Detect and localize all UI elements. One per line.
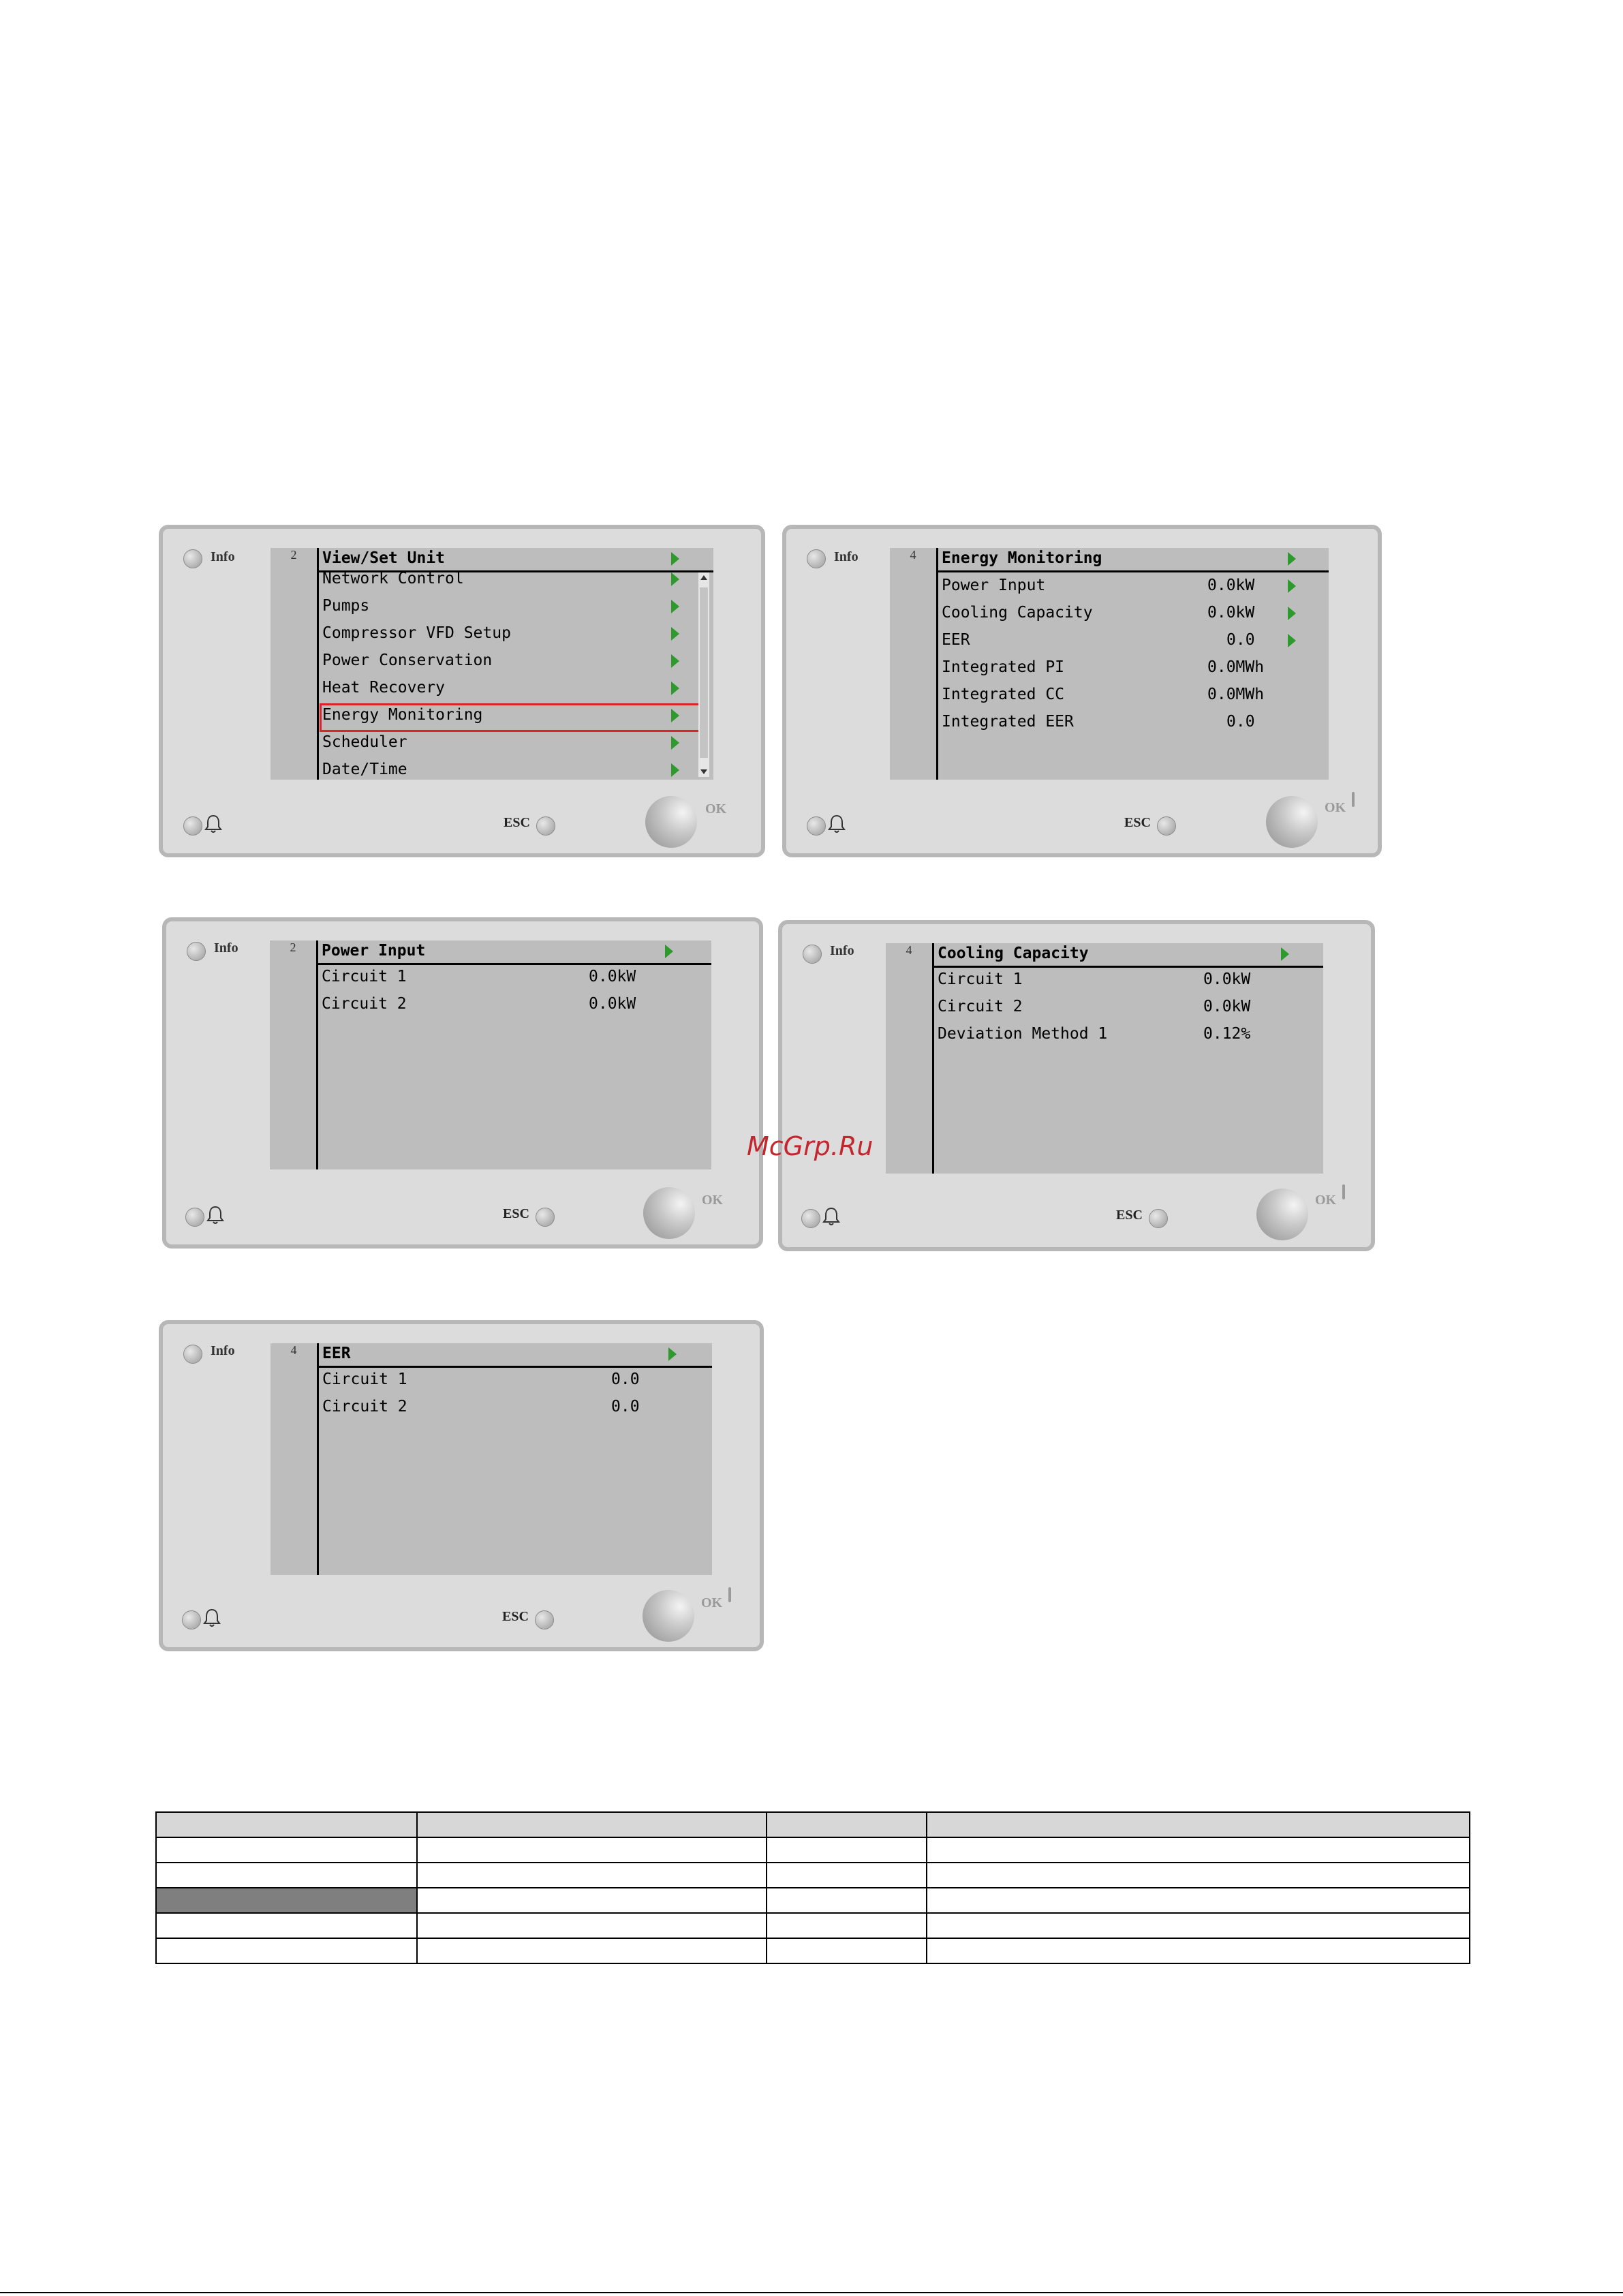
arrow-icon	[671, 763, 679, 777]
esc-button[interactable]	[536, 816, 555, 836]
info-led[interactable]	[187, 942, 206, 961]
title-arrow-icon	[671, 552, 679, 566]
table-cell	[417, 1863, 767, 1888]
table-cell	[767, 1863, 927, 1888]
bell-icon[interactable]	[827, 814, 846, 834]
table-cell	[927, 1837, 1470, 1863]
table-cell	[767, 1888, 927, 1913]
table-row	[156, 1837, 1470, 1863]
ok-label: OK	[1325, 800, 1346, 815]
esc-label: ESC	[503, 1206, 529, 1221]
table-cell	[417, 1938, 767, 1963]
ok-knob[interactable]	[1256, 1189, 1308, 1240]
display-screen	[886, 943, 1323, 1174]
row-value: 0.0kW	[1207, 577, 1255, 594]
row-label: Circuit 2	[938, 998, 1023, 1015]
row-label: Integrated EER	[942, 713, 1074, 731]
arrow-icon	[1288, 607, 1296, 620]
screen-title: View/Set Unit	[322, 549, 446, 567]
display-screen	[270, 548, 713, 780]
controller-panel-power-input	[162, 917, 763, 1249]
row-label: Deviation Method 1	[938, 1025, 1108, 1043]
controller-panel-eer	[159, 1320, 764, 1651]
row-value: 0.0kW	[1203, 970, 1251, 988]
esc-label: ESC	[1116, 1208, 1143, 1223]
table-cell	[767, 1913, 927, 1938]
arrow-icon	[671, 736, 679, 750]
menu-item-energy-monitoring[interactable]: Energy Monitoring	[322, 706, 483, 724]
row-value: 0.0kW	[589, 968, 636, 985]
scroll-up-icon[interactable]	[700, 575, 707, 580]
row-value: 0.0MWh	[1207, 658, 1265, 676]
row-value: 0.0kW	[589, 995, 636, 1013]
bell-icon[interactable]	[822, 1206, 841, 1227]
row-value: 0.0kW	[1203, 998, 1251, 1015]
ok-knob[interactable]	[1266, 796, 1318, 848]
scrollbar-thumb[interactable]	[700, 587, 708, 758]
info-label: Info	[211, 549, 235, 564]
scroll-down-icon[interactable]	[700, 769, 707, 774]
table-cell	[927, 1913, 1470, 1938]
menu-item-compressor-vfd-setup[interactable]: Compressor VFD Setup	[322, 624, 511, 642]
ok-label: OK	[705, 801, 727, 816]
table-header-row	[156, 1812, 1470, 1837]
controller-panel-cooling-capacity	[778, 920, 1375, 1251]
info-led[interactable]	[183, 1345, 202, 1364]
menu-item-power-conservation[interactable]: Power Conservation	[322, 652, 493, 669]
row-value: 0.0MWh	[1207, 686, 1265, 703]
row-label: Circuit 2	[322, 1398, 407, 1415]
esc-button[interactable]	[536, 1208, 555, 1227]
menu-item-scheduler[interactable]: Scheduler	[322, 733, 407, 751]
table-row	[156, 1913, 1470, 1938]
row-label: Circuit 1	[938, 970, 1023, 988]
bell-icon[interactable]	[204, 814, 223, 834]
menu-item-pumps[interactable]: Pumps	[322, 597, 370, 615]
screen-title: EER	[322, 1345, 351, 1362]
row-label: Circuit 1	[322, 1371, 407, 1388]
arrow-icon	[671, 709, 679, 722]
info-led[interactable]	[183, 549, 202, 568]
table-cell	[927, 1812, 1470, 1837]
screen-title: Power Input	[322, 942, 426, 960]
esc-label: ESC	[504, 815, 530, 830]
alarm-led[interactable]	[807, 816, 826, 836]
page-number: 4	[290, 1343, 297, 1357]
table-cell-shaded	[156, 1888, 417, 1913]
alarm-led[interactable]	[185, 1208, 204, 1227]
table-cell	[156, 1913, 417, 1938]
esc-button[interactable]	[1157, 816, 1176, 836]
table-cell	[927, 1938, 1470, 1963]
ok-label: OK	[701, 1595, 723, 1610]
watermark: McGrp.Ru	[747, 1131, 874, 1161]
arrow-icon	[671, 682, 679, 695]
ok-knob[interactable]	[645, 796, 697, 848]
table-cell	[927, 1863, 1470, 1888]
info-label: Info	[834, 549, 859, 564]
info-label: Info	[211, 1343, 235, 1358]
arrow-icon	[671, 654, 679, 668]
row-label: Integrated CC	[942, 686, 1065, 703]
title-arrow-icon	[1281, 947, 1289, 961]
row-label[interactable]: EER	[942, 631, 970, 649]
menu-item-network-control[interactable]: Network Control	[322, 570, 464, 587]
display-screen	[270, 1343, 712, 1575]
arrow-icon	[1288, 579, 1296, 593]
empty-table	[155, 1811, 1470, 1964]
table-cell	[417, 1837, 767, 1863]
row-label[interactable]: Power Input	[942, 577, 1046, 594]
table-row	[156, 1888, 1470, 1913]
row-value: 0.12%	[1203, 1025, 1251, 1043]
title-arrow-icon	[665, 945, 673, 958]
esc-label: ESC	[1124, 815, 1151, 830]
title-arrow-icon	[668, 1347, 677, 1361]
table-cell	[156, 1863, 417, 1888]
controller-panel-energy-monitoring	[782, 525, 1382, 857]
ok-mark-icon	[1342, 1184, 1345, 1199]
row-label[interactable]: Cooling Capacity	[942, 604, 1093, 622]
ok-label: OK	[1315, 1193, 1337, 1208]
table-cell	[156, 1938, 417, 1963]
esc-button[interactable]	[1149, 1209, 1168, 1228]
row-value: 0.0	[611, 1371, 640, 1388]
bell-icon[interactable]	[206, 1205, 225, 1225]
table-cell	[767, 1812, 927, 1837]
menu-item-date-time[interactable]: Date/Time	[322, 761, 407, 778]
arrow-icon	[671, 572, 679, 586]
title-arrow-icon	[1288, 552, 1296, 566]
display-screen	[270, 940, 711, 1169]
table-row	[156, 1938, 1470, 1963]
ok-label: OK	[702, 1193, 724, 1208]
row-label: Integrated PI	[942, 658, 1065, 676]
table-cell	[156, 1837, 417, 1863]
arrow-icon	[671, 600, 679, 613]
screen-title: Energy Monitoring	[942, 549, 1102, 567]
ok-mark-icon	[1352, 792, 1355, 807]
table-cell	[767, 1938, 927, 1963]
alarm-led[interactable]	[183, 816, 202, 836]
row-value: 0.0	[1226, 713, 1255, 731]
row-value: 0.0kW	[1207, 604, 1255, 622]
ok-knob[interactable]	[643, 1590, 694, 1642]
table-cell	[417, 1812, 767, 1837]
arrow-icon	[1288, 634, 1296, 647]
row-value: 0.0	[1226, 631, 1255, 649]
info-label: Info	[830, 943, 854, 958]
page-number: 2	[290, 548, 297, 562]
bell-icon[interactable]	[202, 1608, 221, 1628]
page-number: 4	[906, 943, 912, 957]
page-bottom-rule	[0, 2292, 1623, 2293]
info-led[interactable]	[803, 945, 822, 964]
row-value: 0.0	[611, 1398, 640, 1415]
arrow-icon	[671, 627, 679, 641]
table-cell	[417, 1888, 767, 1913]
info-label: Info	[214, 940, 238, 955]
scrollbar[interactable]	[698, 572, 709, 777]
esc-label: ESC	[502, 1609, 529, 1624]
table-row	[156, 1863, 1470, 1888]
screen-title: Cooling Capacity	[938, 945, 1089, 962]
menu-item-heat-recovery[interactable]: Heat Recovery	[322, 679, 446, 697]
info-led[interactable]	[807, 549, 826, 568]
controller-panel-view-set-unit	[159, 525, 765, 857]
page-number: 2	[290, 940, 296, 954]
alarm-led[interactable]	[801, 1209, 820, 1228]
display-screen	[890, 548, 1329, 780]
alarm-led[interactable]	[182, 1610, 201, 1629]
row-label: Circuit 1	[322, 968, 407, 985]
table-cell	[927, 1888, 1470, 1913]
row-label: Circuit 2	[322, 995, 407, 1013]
ok-mark-icon	[728, 1587, 731, 1602]
table-cell	[417, 1913, 767, 1938]
page-number: 4	[910, 548, 916, 562]
table-cell	[767, 1837, 927, 1863]
esc-button[interactable]	[535, 1610, 554, 1629]
table-cell	[156, 1812, 417, 1837]
ok-knob[interactable]	[643, 1187, 695, 1239]
